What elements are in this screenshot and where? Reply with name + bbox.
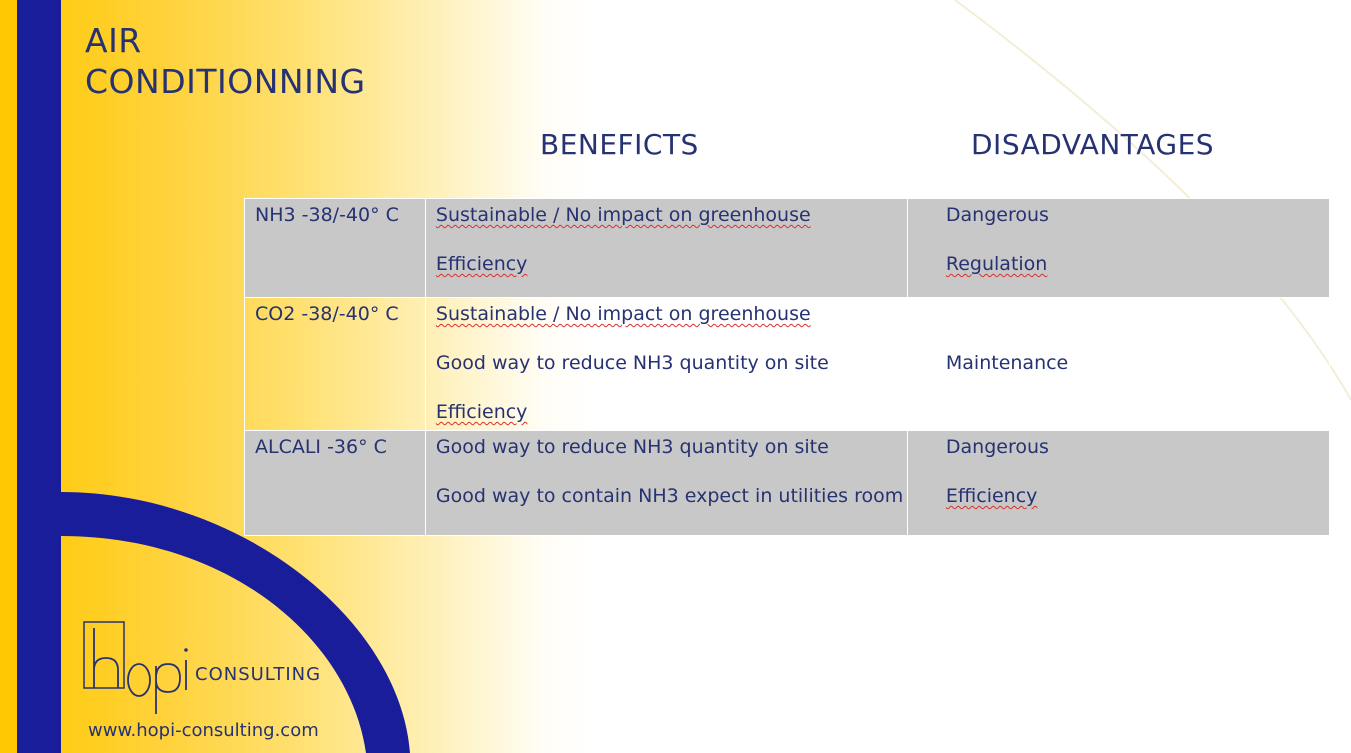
- comparison-table: [244, 198, 1330, 536]
- website-link[interactable]: www.hopi-consulting.com: [88, 720, 319, 741]
- disadvantage-item: [908, 480, 1329, 529]
- benefits-cell: [425, 431, 907, 536]
- table-row-nh3: [245, 199, 1330, 298]
- title-line-1: AIR: [85, 21, 142, 60]
- row-name-cell: [245, 199, 426, 298]
- row-name: NH3 -38/-40° C: [255, 204, 399, 226]
- table-row-co2: [245, 298, 1330, 431]
- disadvantage-text: Efficiency: [945, 485, 1038, 507]
- benefit-text: Efficiency: [435, 401, 528, 423]
- disadvantage-item: Dangerous: [945, 436, 1049, 458]
- disadvantages-header: DISADVANTAGES: [971, 128, 1215, 161]
- disadvantages-cell: [907, 298, 1329, 431]
- table-row-alcali: [245, 431, 1330, 536]
- benefit-item: Good way to contain NH3 expect in utilities room: [435, 485, 904, 507]
- benefit-item: Good way to reduce NH3 quantity on site: [435, 352, 829, 374]
- benefit-item: Good way to reduce NH3 quantity on site: [435, 436, 829, 458]
- benefits-cell: [425, 298, 907, 431]
- benefit-item: [426, 199, 907, 248]
- row-name-cell: [245, 298, 426, 431]
- disadvantage-item: [908, 298, 1329, 347]
- slide-title: [85, 20, 366, 102]
- benefit-text: Sustainable / No impact on greenhouse: [435, 204, 811, 226]
- logo-text: CONSULTING: [195, 664, 322, 685]
- disadvantage-item: Maintenance: [945, 352, 1069, 374]
- disadvantage-item: [908, 248, 1329, 297]
- benefit-item: [426, 248, 907, 297]
- row-name: ALCALI -36° C: [255, 436, 387, 458]
- benefits-header: BENEFICTS: [540, 128, 699, 161]
- hopi-logo: [82, 618, 192, 718]
- benefit-item: [426, 396, 907, 430]
- benefits-cell: [425, 199, 907, 298]
- title-line-2: CONDITIONNING: [85, 62, 366, 101]
- benefit-item: [426, 298, 907, 347]
- benefit-text: Efficiency: [435, 253, 528, 275]
- disadvantage-text: Regulation: [945, 253, 1048, 275]
- benefit-text: Sustainable / No impact on greenhouse: [435, 303, 811, 325]
- disadvantages-cell: [907, 199, 1329, 298]
- disadvantage-item: Dangerous: [945, 204, 1049, 226]
- disadvantages-cell: [907, 431, 1329, 536]
- row-name-cell: [245, 431, 426, 536]
- row-name: CO2 -38/-40° C: [255, 303, 399, 325]
